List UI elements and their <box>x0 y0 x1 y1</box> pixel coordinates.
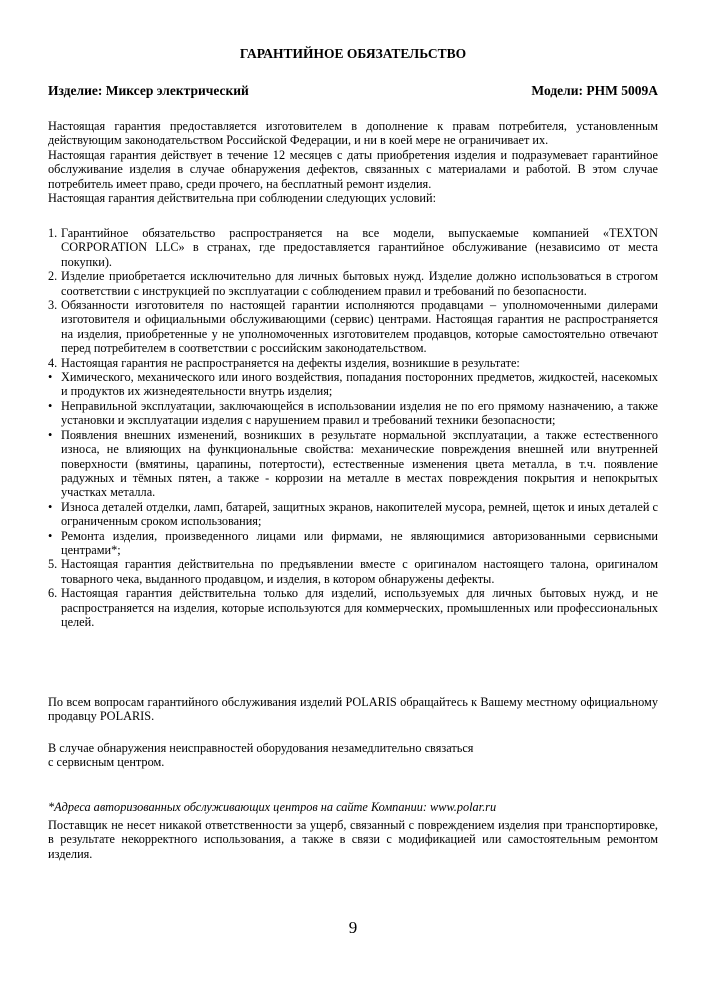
list-marker: 2. <box>48 269 58 284</box>
condition-text: Износа деталей отделки, ламп, батарей, защитных экранов, накопителей мусора, ремней, щеток и иных деталей с ограниченным сроком использования; <box>61 499 658 529</box>
condition-text: Настоящая гарантия действительна только для изделий, используемых для личных бытовых нужд, и не распространяется на изделия, которые используются для коммерческих, промышленных или профессиональных целей. <box>61 586 658 629</box>
model-label: Модели: PHM 5009A <box>531 83 658 98</box>
intro-paragraph: Настоящая гарантия действует в течение 12 месяцев с даты приобретения изделия и подразумевает гарантийное обслуживание изделия в случае обнаружения дефектов, связанных с материалами и работой. В этом случае потребитель имеет право, среди прочего, на бесплатный ремонт изделия. <box>48 147 658 191</box>
bullet-marker: • <box>48 370 53 385</box>
condition-item <box>48 298 658 356</box>
condition-text: Ремонта изделия, произведенного лицами или фирмами, не являющимися авторизованными сервисными центрами*; <box>61 528 658 557</box>
condition-text: Появления внешних изменений, возникших в результате нормальной эксплуатации, а также естественного износа, не влияющих на функциональные свойства: механические повреждения внешней или внутренней поверхности (вмятины, царапины, потертости), естественные изменения цвета металла, в т.ч. появление радужных и тёмных пятен, а также - коррозии на металле в местах повреждения покрытия и непокрытых участках металла. <box>61 427 658 500</box>
conditions-list <box>48 226 658 629</box>
contact-paragraph: По всем вопросам гарантийного обслуживания изделий POLARIS обращайтесь к Вашему местному официальному продавцу POLARIS. <box>48 695 658 724</box>
intro-paragraph: Настоящая гарантия действительна при соблюдении следующих условий: <box>48 191 437 206</box>
condition-text: Обязанности изготовителя по настоящей гарантии исполняются продавцами – уполномоченными дилерами изготовителя и официальными обслуживающими (сервис) центрами. Настоящая гарантия не распространяется на изделия, приобретенные у не уполномоченных изготовителем продавцов, которые самостоятельно отвечают перед потребителем в соответствии с российским законодательством. <box>61 298 658 356</box>
condition-item <box>48 226 658 269</box>
list-marker: 3. <box>48 298 58 313</box>
condition-item <box>48 356 658 370</box>
list-marker: 1. <box>48 226 58 240</box>
condition-text: Химического, механического или иного воздействия, попадания посторонних предметов, жидкостей, насекомых и продуктов их жизнедеятельности внутрь изделия; <box>61 370 658 399</box>
list-marker: 5. <box>48 557 58 572</box>
condition-bullet <box>48 428 658 500</box>
bullet-marker: • <box>48 528 53 543</box>
service-centers-note: *Адреса авторизованных обслуживающих центров на сайте Компании: www.polar.ru <box>48 800 497 815</box>
intro-section <box>48 119 658 205</box>
condition-bullet <box>48 500 658 529</box>
list-marker: 6. <box>48 586 58 601</box>
condition-text: Неправильной эксплуатации, заключающейся в использовании изделия не по его прямому назначению, а также установки и эксплуатации изделия с нарушением правил и требований техники безопасности; <box>61 398 658 428</box>
service-paragraph <box>48 741 658 770</box>
condition-item <box>48 269 658 298</box>
page-title: ГАРАНТИЙНОЕ ОБЯЗАТЕЛЬСТВО <box>239 46 467 61</box>
condition-bullet <box>48 399 658 428</box>
bullet-marker: • <box>48 427 53 442</box>
product-header <box>48 83 658 99</box>
service-line: В случае обнаружения неисправностей оборудования незамедлительно связаться <box>48 741 474 755</box>
bullet-marker: • <box>48 499 53 514</box>
condition-text: Изделие приобретается исключительно для личных бытовых нужд. Изделие должно использоваться в строгом соответствии с инструкцией по эксплуатации с соблюдением правил и требований по безопасности. <box>61 269 658 298</box>
condition-bullet <box>48 529 658 558</box>
list-marker: 4. <box>48 355 58 370</box>
condition-text: Гарантийное обязательство распространяется на все модели, выпускаемые компанией «TEXTON CORPORATION LLC» в странах, где предоставляется гарантийное обслуживание (независимо от места покупки). <box>61 226 658 269</box>
page-number: 9 <box>348 918 358 937</box>
condition-item <box>48 586 658 629</box>
condition-bullet <box>48 370 658 399</box>
intro-paragraph: Настоящая гарантия предоставляется изготовителем в дополнение к правам потребителя, установленным действующим законодательством Российской Федерации, и ни в коей мере не ограничивает их. <box>48 119 658 148</box>
condition-text: Настоящая гарантия действительна по предъявлении вместе с оригиналом настоящего талона, оригиналом товарного чека, выданного продавцом, и изделия, в котором обнаружены дефекты. <box>61 557 658 586</box>
condition-text: Настоящая гарантия не распространяется на дефекты изделия, возникшие в результате: <box>61 355 520 370</box>
service-line: с сервисным центром. <box>48 755 165 770</box>
liability-paragraph: Поставщик не несет никакой ответственности за ущерб, связанный с повреждением изделия при транспортировке, в результате некорректного использования, а также в связи с модификацией или самостоятельным ремонтом изделия. <box>48 818 658 861</box>
condition-item <box>48 557 658 586</box>
product-label: Изделие: Миксер электрический <box>48 83 249 98</box>
bullet-marker: • <box>48 398 53 413</box>
